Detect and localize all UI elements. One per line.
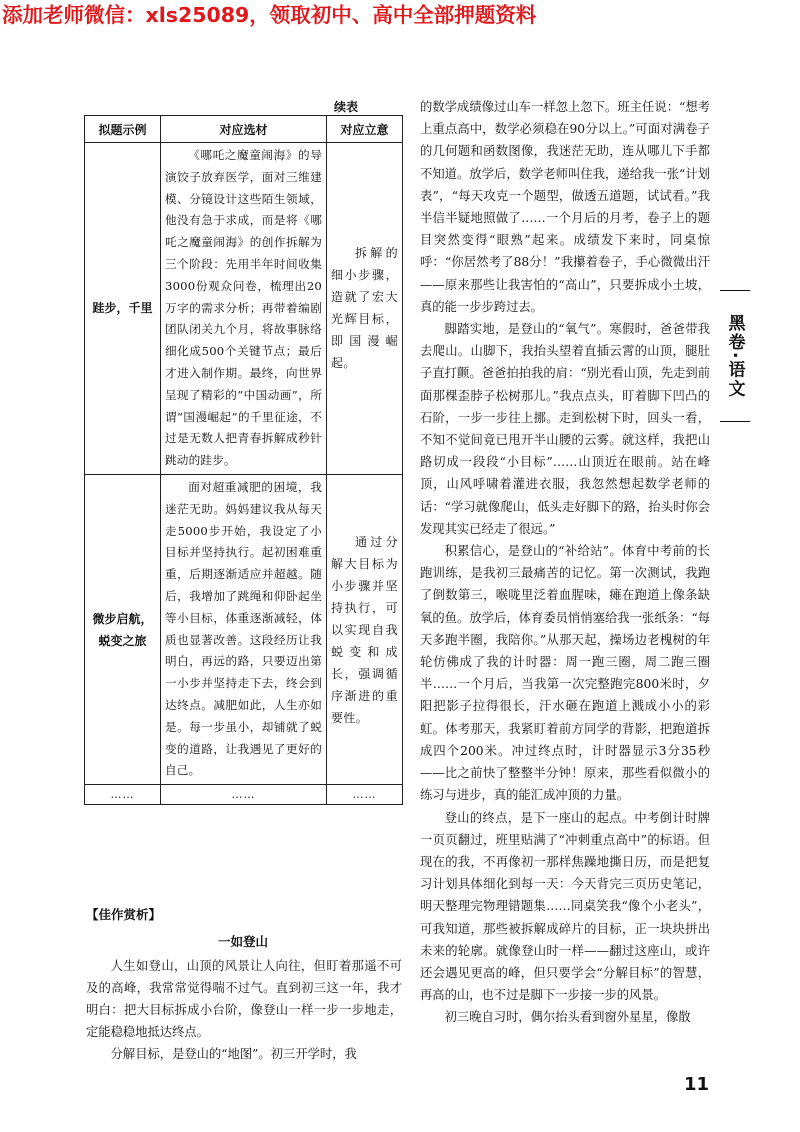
paragraph: 脚踏实地，是登山的“氧气”。寒假时，爸爸带我去爬山。山脚下，我抬头望着直插云霄的山顶，腿肚子直打颤。爸爸拍拍我的肩：“别光看山顶，先走到前面那棵歪脖子松树那儿。”我点点头，盯着脚下凹凸的石阶，一步一步往上挪。走到松树下时，回头一看，不知不觉间竟已甩开半山腰的云雾。就这样，我把山路切成一段段“小目标”……山顶近在眼前。站在峰顶，山风呼啸着灌进衣服，我忽然想起数学老师的话：“学习就像爬山，低头走好脚下的路，抬头时你会发现其实已经走了很远。” xyxy=(420,322,710,536)
ellipsis-cell: …… xyxy=(161,785,327,805)
table-row xyxy=(85,474,403,784)
side-tab-label: 黑卷·语文 xyxy=(724,313,745,399)
paragraph: 积累信心，是登山的“补给站”。体育中考前的长跑训练，是我初三最痛苦的记忆。第一次测试，我跑了倒数第三，喉咙里泛着血腥味，瘫在跑道上像条缺氧的鱼。放学后，体育委员悄悄塞给我一张纸条：“每天多跑半圈，我陪你。”从那天起，操场边老槐树的年轮仿佛成了我的计时器：周一跑三圈，周二跑三圈半……一个月后，当我第一次完整跑完800米时，夕阳把影子拉得很长，汗水砸在跑道上溅成小小的彩虹。体考那天，我紧盯着前方同学的背影，把跑道拆成四个200米。冲过终点时，计时器显示3分35秒——比之前快了整整半分钟！原来，那些看似微小的练习与进步，真的能汇成冲顶的力量。 xyxy=(420,544,710,803)
article-title: 一如登山 xyxy=(217,934,268,949)
row-material: 面对超重减肥的困境，我迷茫无助。妈妈建议我从每天走5000步开始，我设定了小目标并坚持执行。起初困难重重，后期逐渐适应并超越。随后，我增加了跳绳和仰卧起坐等小目标，体重逐渐减轻，体质也显著改善。这段经历让我明白，再远的路，只要迈出第一小步并坚持走下去，终会到达终点。减肥如此，人生亦如是。每一步虽小，却铺就了蜕变的道路，让我遇见了更好的自己。 xyxy=(161,474,327,784)
header-material: 对应选材 xyxy=(161,116,327,143)
section-tag: 【佳作赏析】 xyxy=(86,907,162,922)
paragraph: 登山的终点，是下一座山的起点。中考倒计时牌一页页翻过，班里贴满了“冲刺重点高中”的标语。但现在的我，不再像初一那样焦躁地撕日历，而是把复习计划具体细化到每一天：今天背完三页历史笔记，明天整理完物理错题集……同桌笑我“像个小老头”，可我知道，那些被拆解成碎片的目标，正一块块拼出未来的轮廓。就像登山时一样——翻过这座山，或许还会遇见更高的峰，但只要学会“分解目标”的智慧，再高的山，也不过是脚下一步接一步的风景。 xyxy=(420,810,710,1003)
table-header-row xyxy=(85,116,403,143)
topic-table xyxy=(84,115,403,805)
row-idea: 拆解的细小步骤，造就了宏大光辉目标，即国漫崛起。 xyxy=(327,143,403,475)
table-row-ellipsis xyxy=(85,785,403,805)
header-idea: 对应立意 xyxy=(327,116,403,143)
promo-banner: 添加老师微信：xls25089，领取初中、高中全部押题资料 xyxy=(2,3,537,27)
article-body-right xyxy=(420,96,710,1029)
row-topic: 微步启航，蜕变之旅 xyxy=(85,474,161,784)
row-material: 《哪吒之魔童闹海》的导演饺子放弃医学，面对三维建模、分镜设计这些陌生领域，他没有急于求成，而是将《哪吒之魔童闹海》的创作拆解为三个阶段：先用半年时间收集3000份观众问卷，梳理出20万字的需求分析；再带着编剧团队闭关九个月，将故事脉络细化成500个关键节点；最后才进入制作期。最终，向世界呈现了精彩的“中国动画”，所谓“国漫崛起”的千里征途，不过是无数人把青春拆解成秒针跳动的跬步。 xyxy=(161,143,327,475)
header-topic: 拟题示例 xyxy=(85,116,161,143)
article-body-left xyxy=(86,955,402,1065)
ellipsis-cell: …… xyxy=(85,785,161,805)
paragraph: 初三晚自习时，偶尔抬头看到窗外星星，像散 xyxy=(444,1010,691,1025)
paragraph-continued: 的数学成绩像过山车一样忽上忽下。班主任说：“想考上重点高中，数学必须稳在90分以上。”可面对满卷子的几何题和函数图像，我迷茫无助，连从哪儿下手都不知道。放学后，数学老师叫住我，递给我一张“计划表”，“每天攻克一个题型，做透五道题，试试看。”我半信半疑地照做了……一个月后的月考，卷子上的题目突然变得“眼熟”起来。成绩发下来时，同桌惊呼：“你居然考了88分！”我攥着卷子，手心微微出汗——原来那些让我害怕的“高山”，只要拆成小土坡，真的能一步步跨过去。 xyxy=(420,100,710,314)
table-continued-label: 续表 xyxy=(334,100,359,114)
paragraph: 人生如登山，山顶的风景让人向往，但盯着那遥不可及的高峰，我常常觉得喘不过气。直到初三这一年，我才明白：把大目标拆成小台阶，像登山一样一步一步地走，定能稳稳地抵达终点。 xyxy=(86,959,402,1039)
side-section-tab xyxy=(720,290,750,422)
row-topic: 跬步，千里 xyxy=(85,143,161,475)
ellipsis-cell: …… xyxy=(327,785,403,805)
paragraph: 分解目标，是登山的“地图”。初三开学时，我 xyxy=(110,1047,357,1061)
page-number: 11 xyxy=(684,1074,710,1095)
row-idea: 通过分解大目标为小步骤并坚持执行，可以实现自我蜕变和成长，强调循序渐进的重要性。 xyxy=(327,474,403,784)
table-row xyxy=(85,143,403,475)
